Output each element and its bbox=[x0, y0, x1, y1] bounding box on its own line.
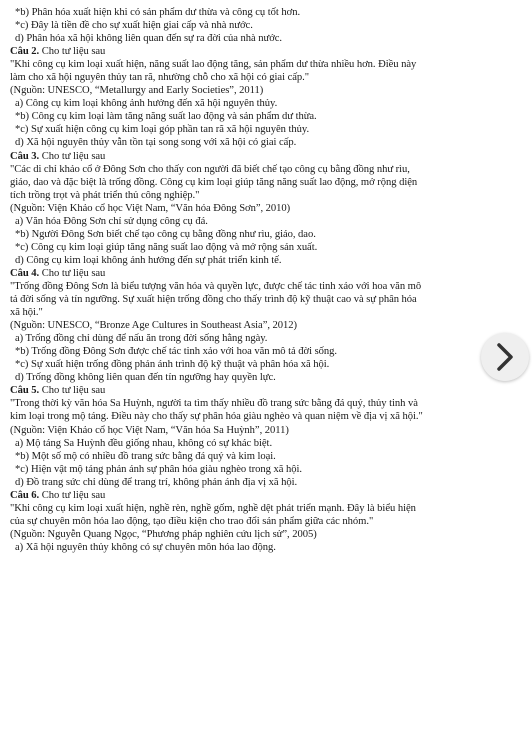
next-page-button[interactable] bbox=[481, 333, 529, 381]
answer-option: a) Mộ táng Sa Huỳnh đều giống nhau, không có sự khác biệt. bbox=[15, 437, 273, 449]
source-text-line: làm cho xã hội nguyên thủy tan rã, nhường chỗ cho xã hội có giai cấp." bbox=[10, 72, 310, 84]
answer-option: d) Phân hóa xã hội không liên quan đến sự ra đời của nhà nước. bbox=[15, 33, 283, 45]
answer-option: *b) Một số mộ có nhiều đồ trang sức bằng đá quý và kim loại. bbox=[15, 450, 276, 462]
answer-option: d) Xã hội nguyên thủy vẫn tồn tại song song với xã hội có giai cấp. bbox=[15, 137, 297, 149]
answer-option: *c) Công cụ kim loại giúp tăng năng suất lao động và mở rộng sản xuất. bbox=[15, 241, 318, 253]
question-prompt: Cho tư liệu sau bbox=[39, 385, 106, 397]
source-text-line: xã hội." bbox=[10, 307, 43, 319]
question-heading bbox=[10, 267, 526, 280]
answer-option: a) Công cụ kim loại không ảnh hưởng đến xã hội nguyên thủy. bbox=[15, 98, 278, 110]
source-text-line: "Khi công cụ kim loại xuất hiện, năng suất lao động tăng, sản phẩm dư thừa nhiều hơn. Điều này bbox=[10, 59, 417, 71]
question-number: Câu 3. bbox=[10, 150, 40, 162]
question-number: Câu 5. bbox=[10, 385, 40, 397]
answer-option: d) Trống đồng không liên quan đến tín ngưỡng hay quyền lực. bbox=[15, 372, 276, 384]
source-text-line: "Trống đồng Đông Sơn là biểu tượng văn hóa và quyền lực, được chế tác tinh xảo với hoa văn mô bbox=[10, 280, 422, 292]
chevron-right-icon bbox=[495, 342, 515, 372]
answer-option: a) Văn hóa Đông Sơn chỉ sử dụng công cụ đá. bbox=[15, 215, 208, 227]
question-heading bbox=[10, 489, 526, 502]
answer-option: *c) Sự xuất hiện công cụ kim loại góp phần tan rã xã hội nguyên thủy. bbox=[15, 124, 310, 136]
source-text-line: "Trong thời kỳ văn hóa Sa Huỳnh, người ta tìm thấy nhiều đồ trang sức bằng đá quý, thủy tinh và bbox=[10, 398, 418, 410]
answer-option: a) Trống đồng chỉ dùng để nấu ăn trong đời sống hằng ngày. bbox=[15, 333, 268, 345]
source-text-line: "Các di chỉ khảo cổ ở Đông Sơn cho thấy con người đã biết chế tạo công cụ bằng đồng như rìu, bbox=[10, 163, 410, 175]
source-text-line: giáo, dao và đặc biệt là trống đồng. Công cụ kim loại giúp tăng năng suất lao động, mở rộng diện bbox=[10, 176, 418, 188]
question-number: Câu 2. bbox=[10, 46, 40, 58]
question-heading bbox=[10, 384, 526, 397]
question-prompt: Cho tư liệu sau bbox=[39, 267, 106, 279]
document-page bbox=[10, 6, 526, 554]
question-prompt: Cho tư liệu sau bbox=[39, 150, 106, 162]
question-heading bbox=[10, 45, 526, 58]
source-text-line: (Nguồn: Viện Khảo cổ học Việt Nam, “Văn hóa Sa Huỳnh”, 2011) bbox=[10, 424, 289, 436]
answer-option: *b) Trống đồng Đông Sơn được chế tác tinh xảo với hoa văn mô tả đời sống. bbox=[15, 346, 337, 358]
source-text-line: (Nguồn: Viện Khảo cổ học Việt Nam, “Văn hóa Đông Sơn”, 2010) bbox=[10, 202, 291, 214]
question-heading bbox=[10, 150, 526, 163]
answer-option: d) Đồ trang sức chỉ dùng để trang trí, không phản ánh địa vị xã hội. bbox=[15, 476, 298, 488]
source-text-line: (Nguồn: UNESCO, “Bronze Age Cultures in Southeast Asia”, 2012) bbox=[10, 320, 298, 332]
source-text-line: tích trồng trọt và phát triển thủ công nghiệp." bbox=[10, 189, 200, 201]
answer-option: *b) Phân hóa xuất hiện khi có sản phẩm dư thừa và công cụ tốt hơn. bbox=[15, 7, 301, 18]
answer-option: *b) Người Đông Sơn biết chế tạo công cụ bằng đồng như rìu, giáo, dao. bbox=[15, 228, 316, 240]
answer-option: a) Xã hội nguyên thủy không có sự chuyên môn hóa lao động. bbox=[15, 541, 276, 553]
source-text-line: "Khi công cụ kim loại xuất hiện, nghề rèn, nghề gốm, nghề dệt phát triển mạnh. Đây là biểu hiện bbox=[10, 502, 416, 514]
source-text-line: tả đời sống và tín ngưỡng. Sự xuất hiện trống đồng cho thấy trình độ kỹ thuật cao và sự phân hóa bbox=[10, 294, 417, 306]
answer-option: d) Công cụ kim loại không ảnh hưởng đến sự phát triển kinh tế. bbox=[15, 254, 282, 266]
question-number: Câu 6. bbox=[10, 489, 40, 501]
question-number: Câu 4. bbox=[10, 267, 40, 279]
question-prompt: Cho tư liệu sau bbox=[39, 489, 106, 501]
answer-option: *c) Sự xuất hiện trống đồng phản ánh trình độ kỹ thuật và phân hóa xã hội. bbox=[15, 359, 330, 371]
answer-option: *c) Hiện vật mộ táng phản ánh sự phân hóa giàu nghèo trong xã hội. bbox=[15, 463, 302, 475]
answer-option: *c) Đây là tiền đề cho sự xuất hiện giai cấp và nhà nước. bbox=[15, 20, 253, 32]
source-text-line: của sự chuyên môn hóa lao động, tạo điều kiện cho trao đổi sản phẩm giữa các nhóm." bbox=[10, 515, 374, 527]
source-text-line: (Nguồn: UNESCO, “Metallurgy and Early Societies”, 2011) bbox=[10, 85, 264, 97]
answer-option: *b) Công cụ kim loại làm tăng năng suất lao động và sản phẩm dư thừa. bbox=[15, 111, 317, 123]
source-text-line: (Nguồn: Nguyễn Quang Ngọc, “Phương pháp nghiên cứu lịch sử”, 2005) bbox=[10, 528, 317, 540]
question-prompt: Cho tư liệu sau bbox=[39, 46, 106, 58]
source-text-line: kim loại trong mộ táng. Điều này cho thấy sự phân hóa giàu nghèo và quan niệm về địa vị xã hội." bbox=[10, 411, 423, 423]
